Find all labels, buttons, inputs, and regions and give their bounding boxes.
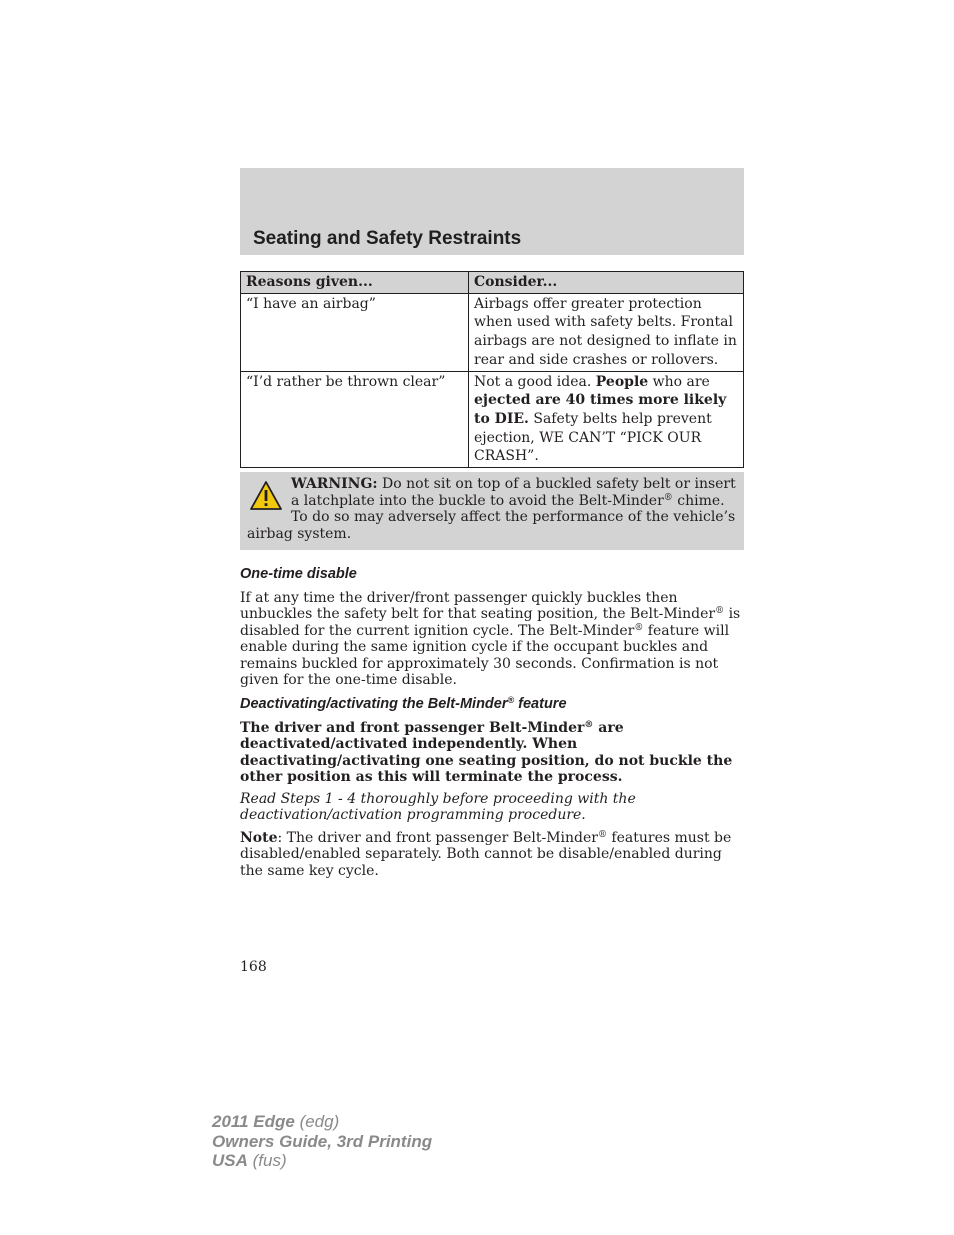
section-title: Seating and Safety Restraints: [253, 228, 522, 249]
section-header-band: [240, 168, 744, 255]
footer-market: USA: [212, 1151, 248, 1170]
table-header-row: [241, 272, 744, 294]
footer-imprint: [212, 1112, 432, 1171]
paragraph-text: If at any time the driver/front passenger quickly buckles then unbuckles the safety belt for that seating position, the Belt-Minder: [240, 590, 716, 623]
footer-line-model: [212, 1112, 432, 1132]
column-header-consider: Consider...: [469, 272, 744, 294]
footer-line-market: [212, 1151, 432, 1171]
table-row: [241, 371, 744, 468]
paragraph-text: features must be disabled/enabled separately. Both cannot be disable/enabled during the same key cycle.: [240, 830, 732, 879]
footer-model: 2011 Edge: [212, 1112, 295, 1131]
warning-text: chime. To do so may adversely affect the performance of the vehicle’s airbag system.: [247, 492, 736, 542]
warning-text: Do not sit on top of a buckled safety belt or insert a latchplate into the buckle to avoid the Belt-Minder: [291, 476, 736, 509]
registered-mark: ®: [715, 606, 725, 617]
read-steps-paragraph: Read Steps 1 - 4 thoroughly before proceeding with the deactivation/activation programming procedure.: [240, 791, 636, 824]
consider-cell: Airbags offer greater protection when used with safety belts. Frontal airbags are not designed to inflate in rear and side crashes or rollovers.: [469, 293, 744, 371]
note-label: Note: [240, 830, 278, 846]
reason-cell: “I have an airbag”: [241, 293, 469, 371]
footer-line-guide: Owners Guide, 3rd Printing: [212, 1131, 433, 1151]
consider-emphasis: ejected are 40 times more likely to DIE.: [474, 392, 727, 427]
paragraph-text: The driver and front passenger Belt-Minder: [240, 720, 585, 736]
column-header-reasons: Reasons given...: [241, 272, 469, 294]
note-paragraph: [240, 830, 744, 879]
page-number: 168: [240, 959, 267, 975]
consider-emphasis: People: [595, 373, 649, 390]
consider-cell: [469, 371, 744, 468]
paragraph-text: : The driver and front passenger Belt-Minder: [277, 830, 598, 846]
paragraph-text: feature will enable during the same ignition cycle if the occupant buckles and remains buckled for approximately 30 seconds. Confirmation is not given for the one-time disable.: [240, 622, 730, 689]
deactivating-bold-paragraph: [240, 720, 744, 786]
footer-market-code: (fus): [247, 1151, 287, 1170]
heading-text: Deactivating/activating the Belt-Minder: [240, 696, 508, 712]
registered-mark: ®: [584, 720, 594, 730]
consider-text: who are: [648, 373, 710, 390]
consider-text: Not a good idea.: [474, 373, 596, 390]
one-time-disable-paragraph: [240, 590, 744, 688]
footer-model-code: (edg): [294, 1112, 340, 1131]
heading-text: feature: [514, 696, 567, 712]
paragraph-text: are deactivated/activated independently. When deactivating/activating one seating position, do not buckle the other position as this will terminate the process.: [240, 720, 733, 786]
registered-mark: ®: [597, 830, 607, 840]
reason-cell: “I’d rather be thrown clear”: [241, 371, 469, 468]
paragraph-text: is disabled for the current ignition cycle. The Belt-Minder: [240, 606, 741, 639]
heading-deactivating: [240, 696, 567, 712]
registered-mark: ®: [634, 622, 644, 633]
reasons-table: [240, 271, 744, 468]
consider-text: Safety belts help prevent ejection, WE CAN’T “PICK OUR CRASH”.: [474, 410, 712, 465]
registered-mark: ®: [507, 695, 515, 705]
registered-mark: ®: [663, 492, 673, 503]
table-row: [241, 293, 744, 371]
warning-label: WARNING:: [291, 476, 378, 492]
heading-one-time-disable: One-time disable: [240, 566, 357, 582]
warning-box: [240, 472, 744, 550]
warning-triangle-icon: [249, 480, 283, 512]
